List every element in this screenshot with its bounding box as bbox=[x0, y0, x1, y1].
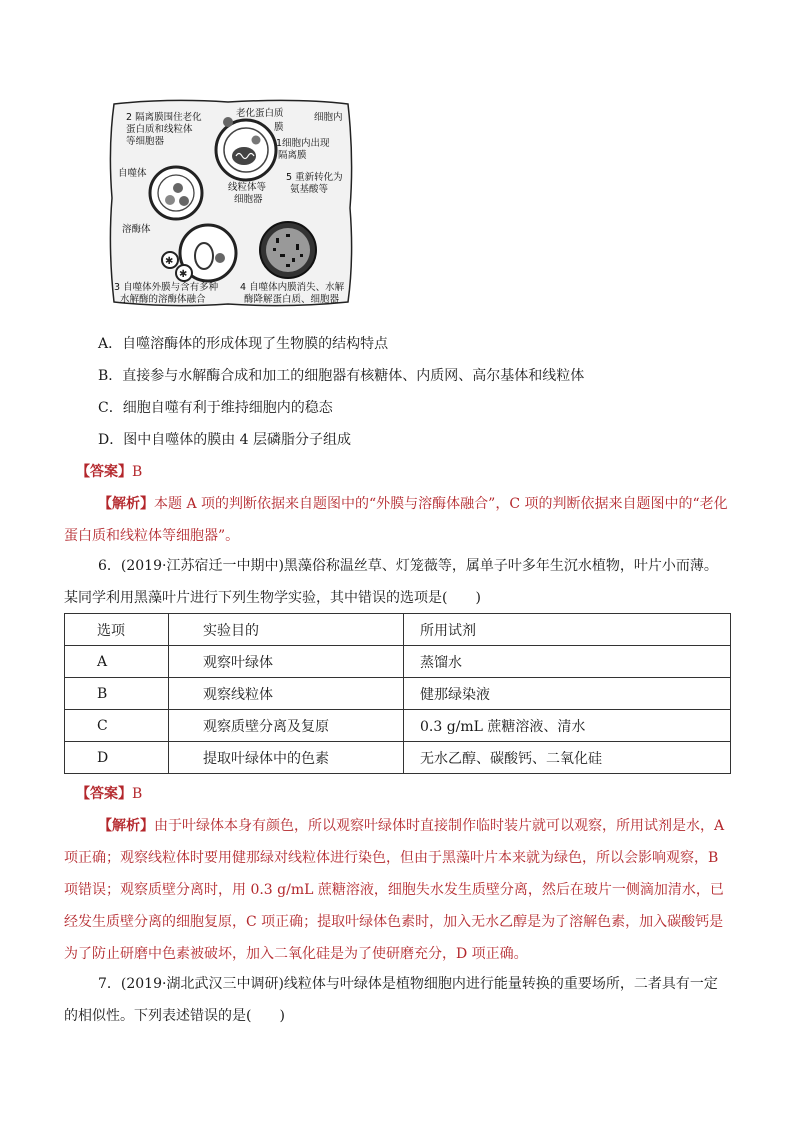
q6-answer-value: B bbox=[132, 786, 143, 802]
label-step2-l1: 2 隔离膜围住老化 bbox=[126, 112, 202, 123]
q5-analysis-text: 本题 A 项的判断依据来自题图中的“外膜与溶酶体融合”，C 项的判断依据来自题图中的“老化蛋白质和线粒体等细胞器”。 bbox=[64, 496, 728, 544]
table-cell: 观察线粒体 bbox=[169, 678, 404, 710]
q5-option-d: D．图中自噬体的膜由 4 层磷脂分子组成 bbox=[98, 432, 352, 448]
table-cell: 无水乙醇、碳酸钙、二氧化硅 bbox=[404, 742, 731, 774]
svg-text:✱: ✱ bbox=[179, 269, 188, 280]
autophagy-diagram bbox=[108, 98, 354, 308]
label-step4-l2: 酶降解蛋白质、细胞器 bbox=[244, 294, 340, 305]
q6-table bbox=[64, 613, 731, 774]
q5-analysis bbox=[64, 488, 730, 552]
table-cell: A bbox=[65, 646, 169, 678]
table-cell: 提取叶绿体中的色素 bbox=[169, 742, 404, 774]
label-intracellular: 细胞内 bbox=[314, 112, 343, 123]
autophagy-diagram-svg bbox=[108, 98, 354, 308]
table-cell: 观察质壁分离及复原 bbox=[169, 710, 404, 742]
label-aged-protein: 老化蛋白质 bbox=[236, 108, 284, 119]
label-mito-l2: 细胞器 bbox=[234, 194, 263, 205]
label-step2-l3: 等细胞器 bbox=[126, 136, 165, 147]
table-row bbox=[65, 646, 731, 678]
label-step5-l2: 氨基酸等 bbox=[290, 184, 329, 195]
svg-text:✱: ✱ bbox=[165, 256, 174, 267]
q6-analysis bbox=[64, 810, 730, 970]
label-membrane: 膜 bbox=[274, 122, 284, 133]
q5-answer-label: 【答案】 bbox=[76, 464, 132, 480]
label-step3-l2: 水解酶的溶酶体融合 bbox=[120, 294, 206, 305]
q5-answer-value: B bbox=[132, 464, 143, 480]
label-step1-l2: 隔离膜 bbox=[278, 150, 307, 161]
q5-option-a: A．自噬溶酶体的形成体现了生物膜的结构特点 bbox=[98, 336, 389, 352]
table-cell: B bbox=[65, 678, 169, 710]
table-cell: 0.3 g/mL 蔗糖溶液、清水 bbox=[404, 710, 731, 742]
table-row bbox=[65, 710, 731, 742]
label-step3-l1: 3 自噬体外膜与含有多种 bbox=[114, 282, 219, 293]
table-cell: 健那绿染液 bbox=[404, 678, 731, 710]
table-cell: 蒸馏水 bbox=[404, 646, 731, 678]
table-cell: D bbox=[65, 742, 169, 774]
q6-answer-label: 【答案】 bbox=[76, 786, 132, 802]
table-header-cell: 实验目的 bbox=[169, 614, 404, 646]
label-step4-l1: 4 自噬体内膜消失、水解 bbox=[240, 282, 345, 293]
label-autophagosome: 自噬体 bbox=[118, 168, 147, 179]
label-step1-l1: 1细胞内出现 bbox=[276, 138, 330, 149]
table-row bbox=[65, 678, 731, 710]
label-step5-l1: 5 重新转化为 bbox=[286, 172, 343, 183]
q7-stem: 7．(2019·湖北武汉三中调研)线粒体与叶绿体是植物细胞内进行能量转换的重要场所，二者具有一定的相似性。下列表述错误的是( ) bbox=[64, 976, 718, 1024]
q6-answer bbox=[76, 784, 142, 804]
table-header-cell: 所用试剂 bbox=[404, 614, 731, 646]
table-row bbox=[65, 742, 731, 774]
label-lysosome: 溶酶体 bbox=[122, 224, 151, 235]
label-mito-l1: 线粒体等 bbox=[228, 182, 267, 193]
q5-analysis-label: 【解析】 bbox=[98, 496, 154, 512]
table-cell: 观察叶绿体 bbox=[169, 646, 404, 678]
q5-option-b: B．直接参与水解酶合成和加工的细胞器有核糖体、内质网、高尔基体和线粒体 bbox=[98, 368, 585, 384]
table-header-cell: 选项 bbox=[65, 614, 169, 646]
q5-option-c: C．细胞自噬有利于维持细胞内的稳态 bbox=[98, 400, 333, 416]
q6-stem: 6．(2019·江苏宿迁一中期中)黑藻俗称温丝草、灯笼薇等，属单子叶多年生沉水植物，叶片小而薄。某同学利用黑藻叶片进行下列生物学实验，其中错误的选项是( ) bbox=[64, 558, 718, 606]
q5-answer bbox=[76, 462, 142, 482]
q6-analysis-text: 由于叶绿体本身有颜色，所以观察叶绿体时直接制作临时装片就可以观察，所用试剂是水，A 项正确；观察线粒体时要用健那绿对线粒体进行染色，但由于黑藻叶片本来就为绿色，所以会影响观察，B 项错误；观察质壁分离时，用 0.3 g/mL 蔗糖溶液，细胞失水发生质壁分离，然后在玻片一侧滴加清水，已经发生质壁分离的细胞复原，C 项正确；提取叶绿体色素时，加入无水乙醇是为了溶解色素，加入碳酸钙是为了防止研磨中色素被破坏，加入二氧化硅是为了使研磨充分，D 项正确。 bbox=[64, 818, 725, 962]
table-cell: C bbox=[65, 710, 169, 742]
q6-analysis-label: 【解析】 bbox=[98, 818, 154, 834]
label-step2-l2: 蛋白质和线粒体 bbox=[126, 124, 193, 135]
table-header-row bbox=[65, 614, 731, 646]
